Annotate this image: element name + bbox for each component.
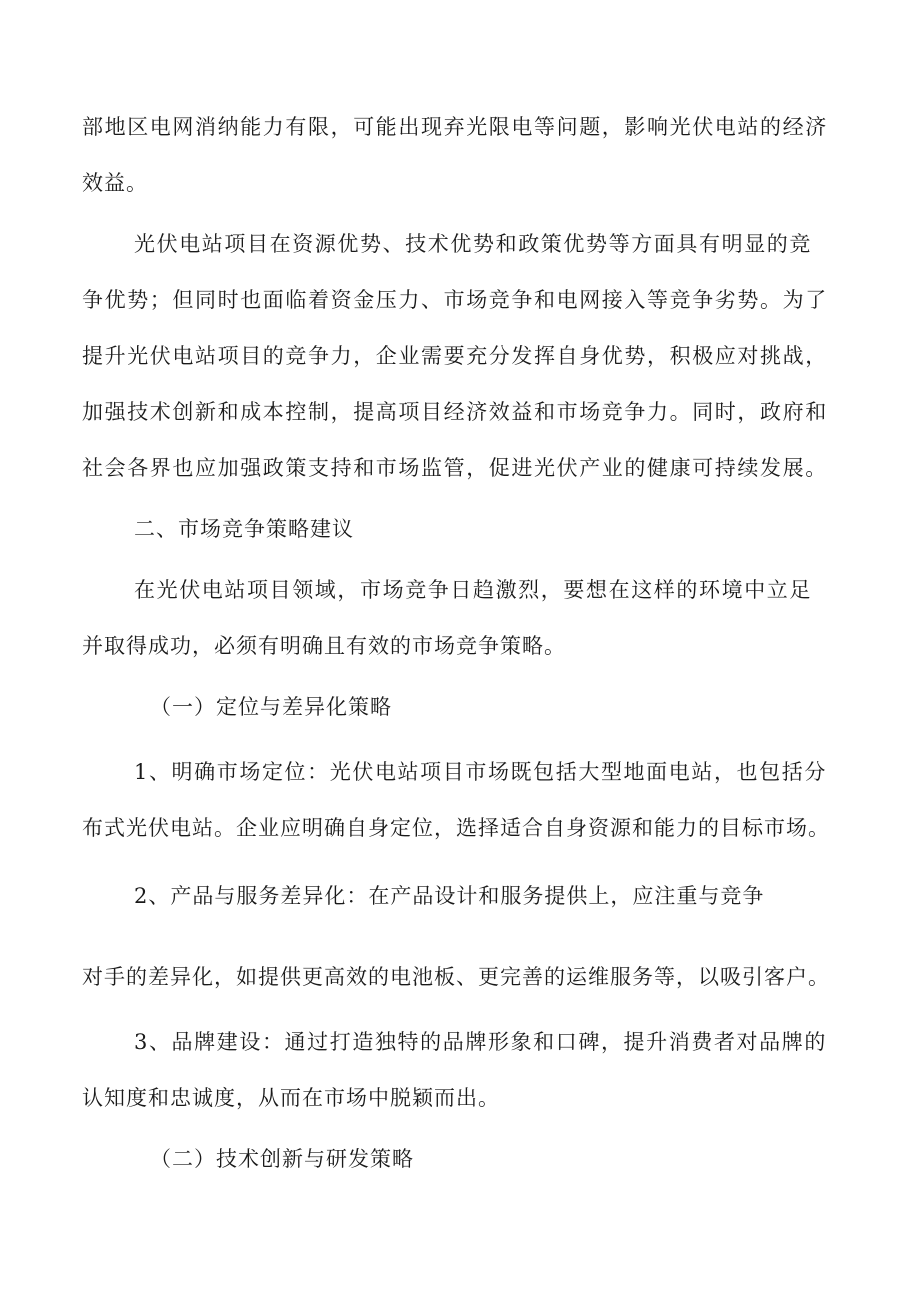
body-text-line: 光伏电站项目在资源优势、技术优势和政策优势等方面具有明显的竞 — [134, 232, 812, 256]
list-item-text: 2、产品与服务差异化：在产品设计和服务提供上，应注重与竞争 — [134, 884, 765, 908]
list-item-text: 3、品牌建设：通过打造独特的品牌形象和口碑，提升消费者对品牌的 — [134, 1030, 827, 1054]
list-item-text: 1、明确市场定位：光伏电站项目市场既包括大型地面电站，也包括分 — [134, 760, 827, 784]
body-text-line: 社会各界也应加强政策支持和市场监管，促进光伏产业的健康可持续发展。 — [82, 456, 828, 480]
section-heading: 二、市场竞争策略建议 — [134, 517, 354, 541]
body-text-line: 争优势；但同时也面临着资金压力、市场竞争和电网接入等竞争劣势。为了 — [82, 288, 828, 312]
body-text-line: 提升光伏电站项目的竞争力，企业需要充分发挥自身优势，积极应对挑战， — [82, 344, 828, 368]
list-item-text: 对手的差异化，如提供更高效的电池板、更完善的运维服务等，以吸引客户。 — [82, 965, 830, 989]
list-item-text: 布式光伏电站。企业应明确自身定位，选择适合自身资源和能力的目标市场。 — [82, 816, 830, 840]
subsection-heading: （二）技术创新与研发策略 — [150, 1147, 414, 1171]
list-item-text: 认知度和忠诚度，从而在市场中脱颖而出。 — [82, 1086, 500, 1110]
body-text-line: 效益。 — [82, 171, 148, 195]
body-text-line: 在光伏电站项目领域，市场竞争日趋激烈，要想在这样的环境中立足 — [134, 578, 812, 602]
body-text-line: 并取得成功，必须有明确且有效的市场竞争策略。 — [82, 634, 566, 658]
body-text-line: 加强技术创新和成本控制，提高项目经济效益和市场竞争力。同时，政府和 — [82, 400, 828, 424]
subsection-heading: （一）定位与差异化策略 — [150, 695, 392, 719]
body-text-line: 部地区电网消纳能力有限，可能出现弃光限电等问题，影响光伏电站的经济 — [82, 115, 828, 139]
